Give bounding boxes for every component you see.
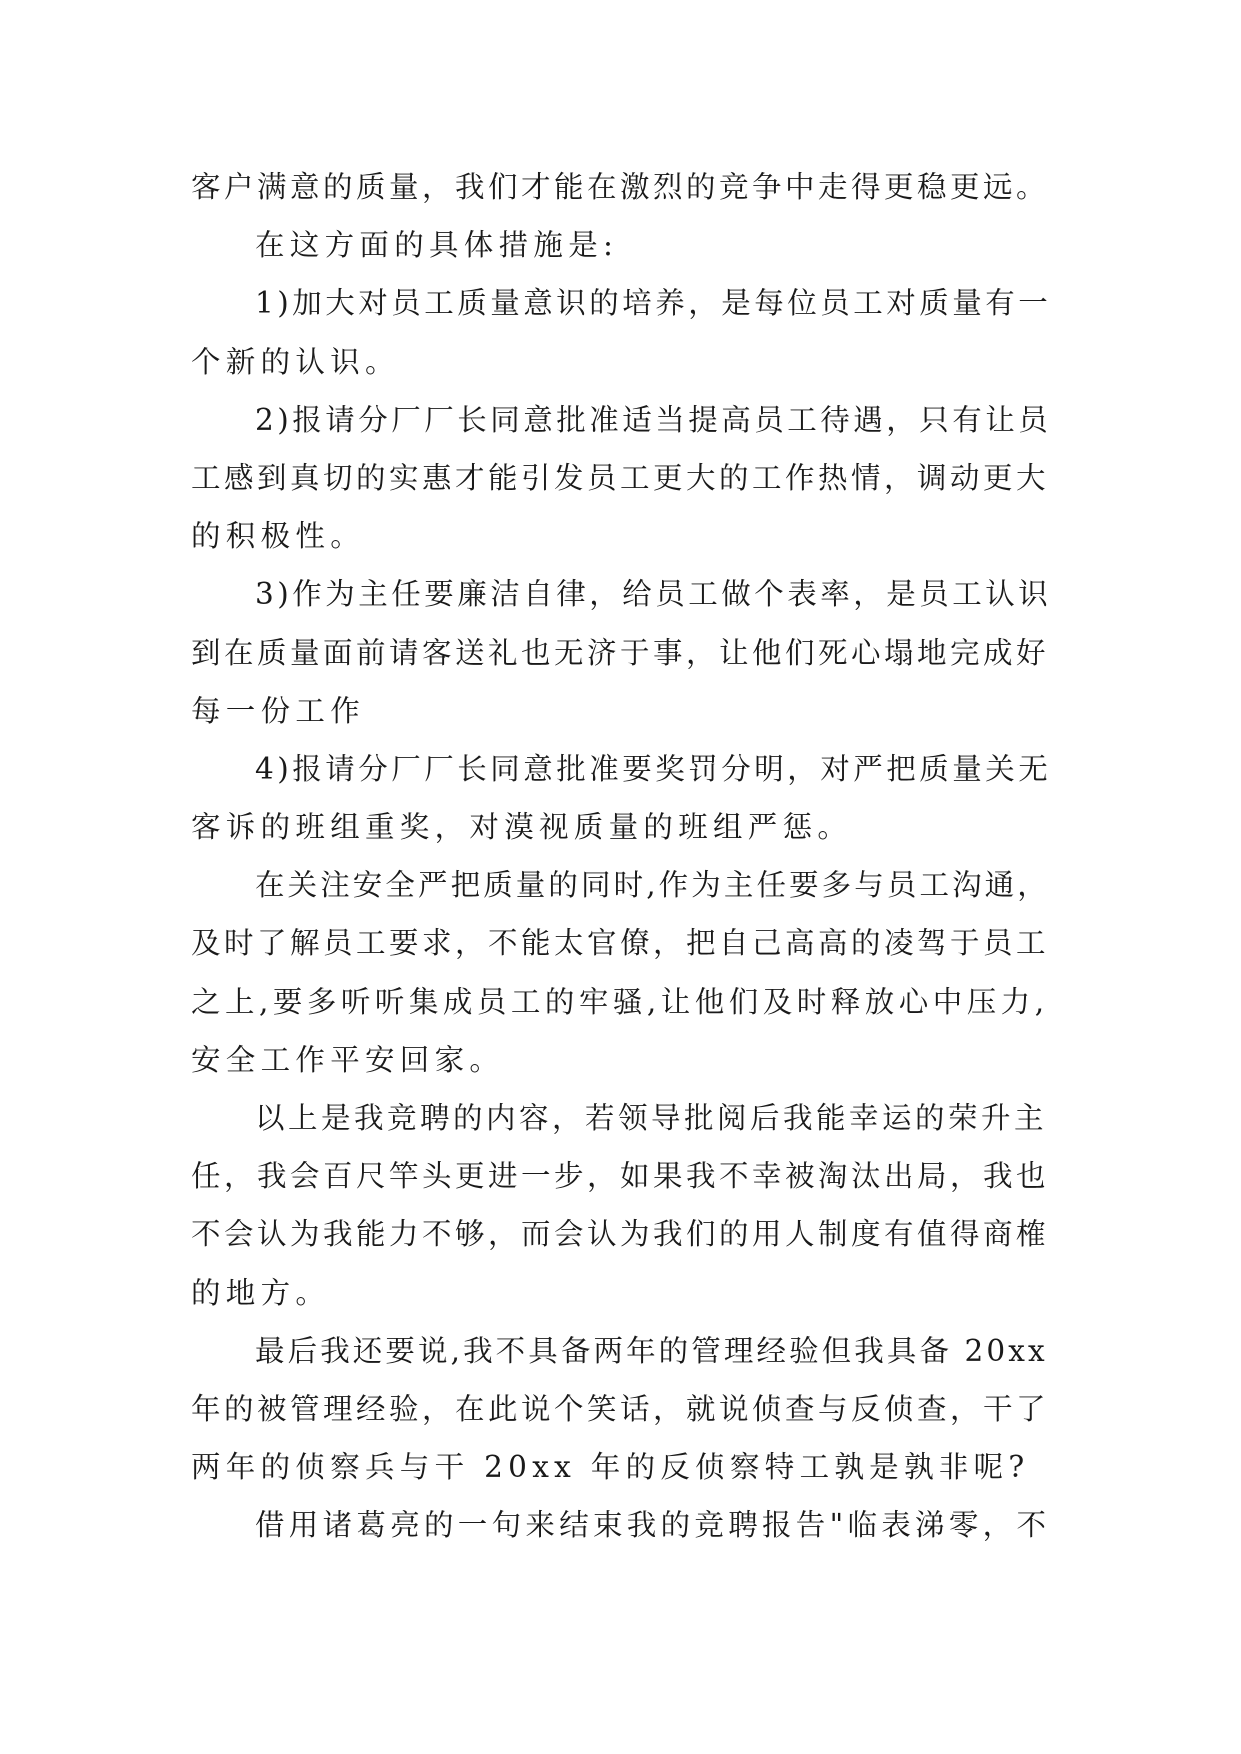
text-line: 借用诸葛亮的一句来结束我的竞聘报告"临表涕零，不 (255, 1508, 1051, 1543)
text-line: 及时了解员工要求，不能太官僚，把自己高高的凌驾于员工 (191, 926, 1050, 961)
text-line: 客诉的班组重奖，对漠视质量的班组严惩。 (191, 810, 853, 845)
text-line: 两年的侦察兵与干 20xx 年的反侦察特工孰是孰非呢? (191, 1450, 1030, 1485)
text-line: 个新的认识。 (191, 344, 400, 379)
text-line: 之上,要多听听集成员工的牢骚,让他们及时释放心中压力, (191, 984, 1049, 1019)
text-line: 任，我会百尺竿头更进一步，如果我不幸被淘汰出局，我也 (191, 1159, 1050, 1194)
text-line: 4)报请分厂厂长同意批准要奖罚分明，对严把质量关无 (255, 751, 1052, 786)
text-line: 的积极性。 (191, 519, 366, 554)
document-body (191, 158, 1051, 1555)
text-line: 3)作为主任要廉洁自律，给员工做个表率，是员工认识 (255, 577, 1052, 612)
text-line: 最后我还要说,我不具备两年的管理经验但我具备 20xx (255, 1333, 1048, 1368)
text-line: 安全工作平安回家。 (191, 1042, 505, 1077)
text-line: 客户满意的质量，我们才能在激烈的竞争中走得更稳更远。 (191, 170, 1050, 204)
text-line: 每一份工作 (191, 693, 366, 728)
text-line: 不会认为我能力不够，而会认为我们的用人制度有值得商榷 (191, 1217, 1050, 1252)
text-line: 1)加大对员工质量意识的培养，是每位员工对质量有一 (255, 286, 1052, 321)
text-line: 以上是我竞聘的内容，若领导批阅后我能幸运的荣升主 (255, 1101, 1048, 1135)
text-line: 年的被管理经验，在此说个笑话，就说侦查与反侦查，干了 (191, 1391, 1050, 1426)
text-line: 工感到真切的实惠才能引发员工更大的工作热情，调动更大 (191, 460, 1050, 495)
text-line: 在关注安全严把质量的同时,作为主任要多与员工沟通， (255, 868, 1050, 903)
text-line: 的地方。 (191, 1275, 331, 1310)
text-line: 在这方面的具体措施是: (255, 228, 619, 263)
text-line: 2)报请分厂厂长同意批准适当提高员工待遇，只有让员 (255, 402, 1052, 437)
text-line: 到在质量面前请客送礼也无济于事，让他们死心塌地完成好 (191, 635, 1050, 670)
